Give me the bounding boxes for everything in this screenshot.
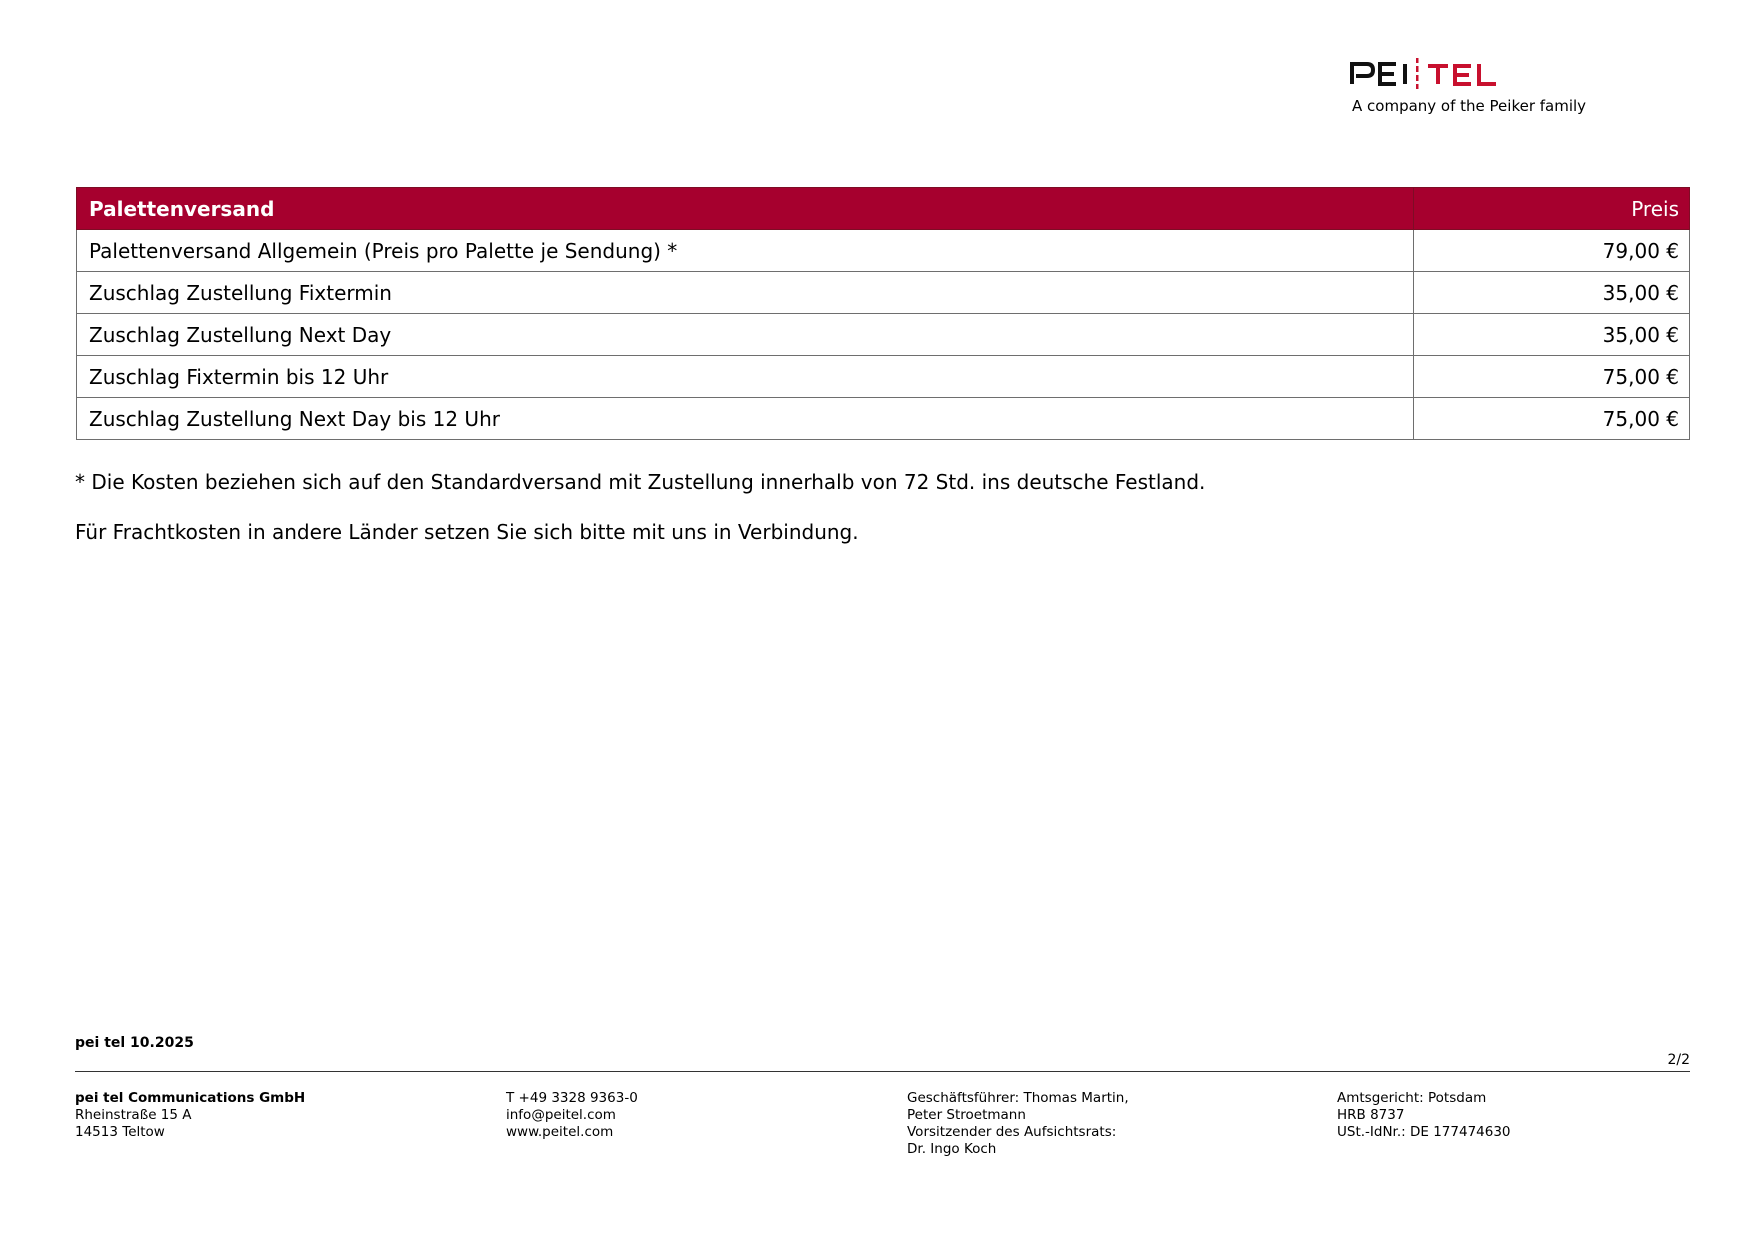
management-line: Dr. Ingo Koch [907, 1141, 997, 1157]
row-price: 35,00 € [1414, 314, 1690, 356]
email-address: info@peitel.com [506, 1107, 616, 1123]
row-label: Zuschlag Zustellung Fixtermin [77, 272, 1414, 314]
company-logo [1350, 58, 1520, 90]
company-name: pei tel Communications GmbH [75, 1090, 306, 1106]
price-column-header: Preis [1414, 188, 1690, 230]
footer-company-block [75, 1090, 305, 1141]
document-date: pei tel 10.2025 [75, 1035, 194, 1051]
row-price: 75,00 € [1414, 398, 1690, 440]
hrb-number: HRB 8737 [1337, 1107, 1405, 1123]
row-label: Zuschlag Zustellung Next Day [77, 314, 1414, 356]
table-row [77, 356, 1690, 398]
table-row [77, 272, 1690, 314]
footer-contact-block [506, 1090, 638, 1141]
table-row [77, 230, 1690, 272]
row-price: 75,00 € [1414, 356, 1690, 398]
company-tagline: A company of the Peiker family [1352, 97, 1587, 115]
table-title: Palettenversand [77, 188, 1414, 230]
table-row [77, 314, 1690, 356]
management-line: Peter Stroetmann [907, 1107, 1026, 1123]
row-label: Palettenversand Allgemein (Preis pro Palette je Sendung) * [77, 230, 1414, 272]
footer-management-block [907, 1090, 1129, 1158]
phone-number: T +49 3328 9363-0 [506, 1090, 638, 1106]
table-row [77, 398, 1690, 440]
page-number: 2/2 [1667, 1052, 1690, 1068]
management-line: Geschäftsführer: Thomas Martin, [907, 1090, 1129, 1106]
row-price: 79,00 € [1414, 230, 1690, 272]
row-label: Zuschlag Fixtermin bis 12 Uhr [77, 356, 1414, 398]
row-price: 35,00 € [1414, 272, 1690, 314]
company-city: 14513 Teltow [75, 1124, 165, 1140]
management-line: Vorsitzender des Aufsichtsrats: [907, 1124, 1117, 1140]
company-street: Rheinstraße 15 A [75, 1107, 192, 1123]
table-header-row [77, 188, 1690, 230]
peitel-logo-graphic [1350, 58, 1520, 90]
vat-id: USt.-IdNr.: DE 177474630 [1337, 1124, 1511, 1140]
court-register: Amtsgericht: Potsdam [1337, 1090, 1487, 1106]
website-url: www.peitel.com [506, 1124, 614, 1140]
footnote-text: * Die Kosten beziehen sich auf den Standardversand mit Zustellung innerhalb von 72 Std. ins deutsche Festland. [75, 470, 1206, 494]
contact-note-text: Für Frachtkosten in andere Länder setzen Sie sich bitte mit uns in Verbindung. [75, 520, 859, 544]
row-label: Zuschlag Zustellung Next Day bis 12 Uhr [77, 398, 1414, 440]
price-table [76, 187, 1690, 440]
footer-register-block [1337, 1090, 1511, 1141]
footer-divider [75, 1071, 1690, 1072]
